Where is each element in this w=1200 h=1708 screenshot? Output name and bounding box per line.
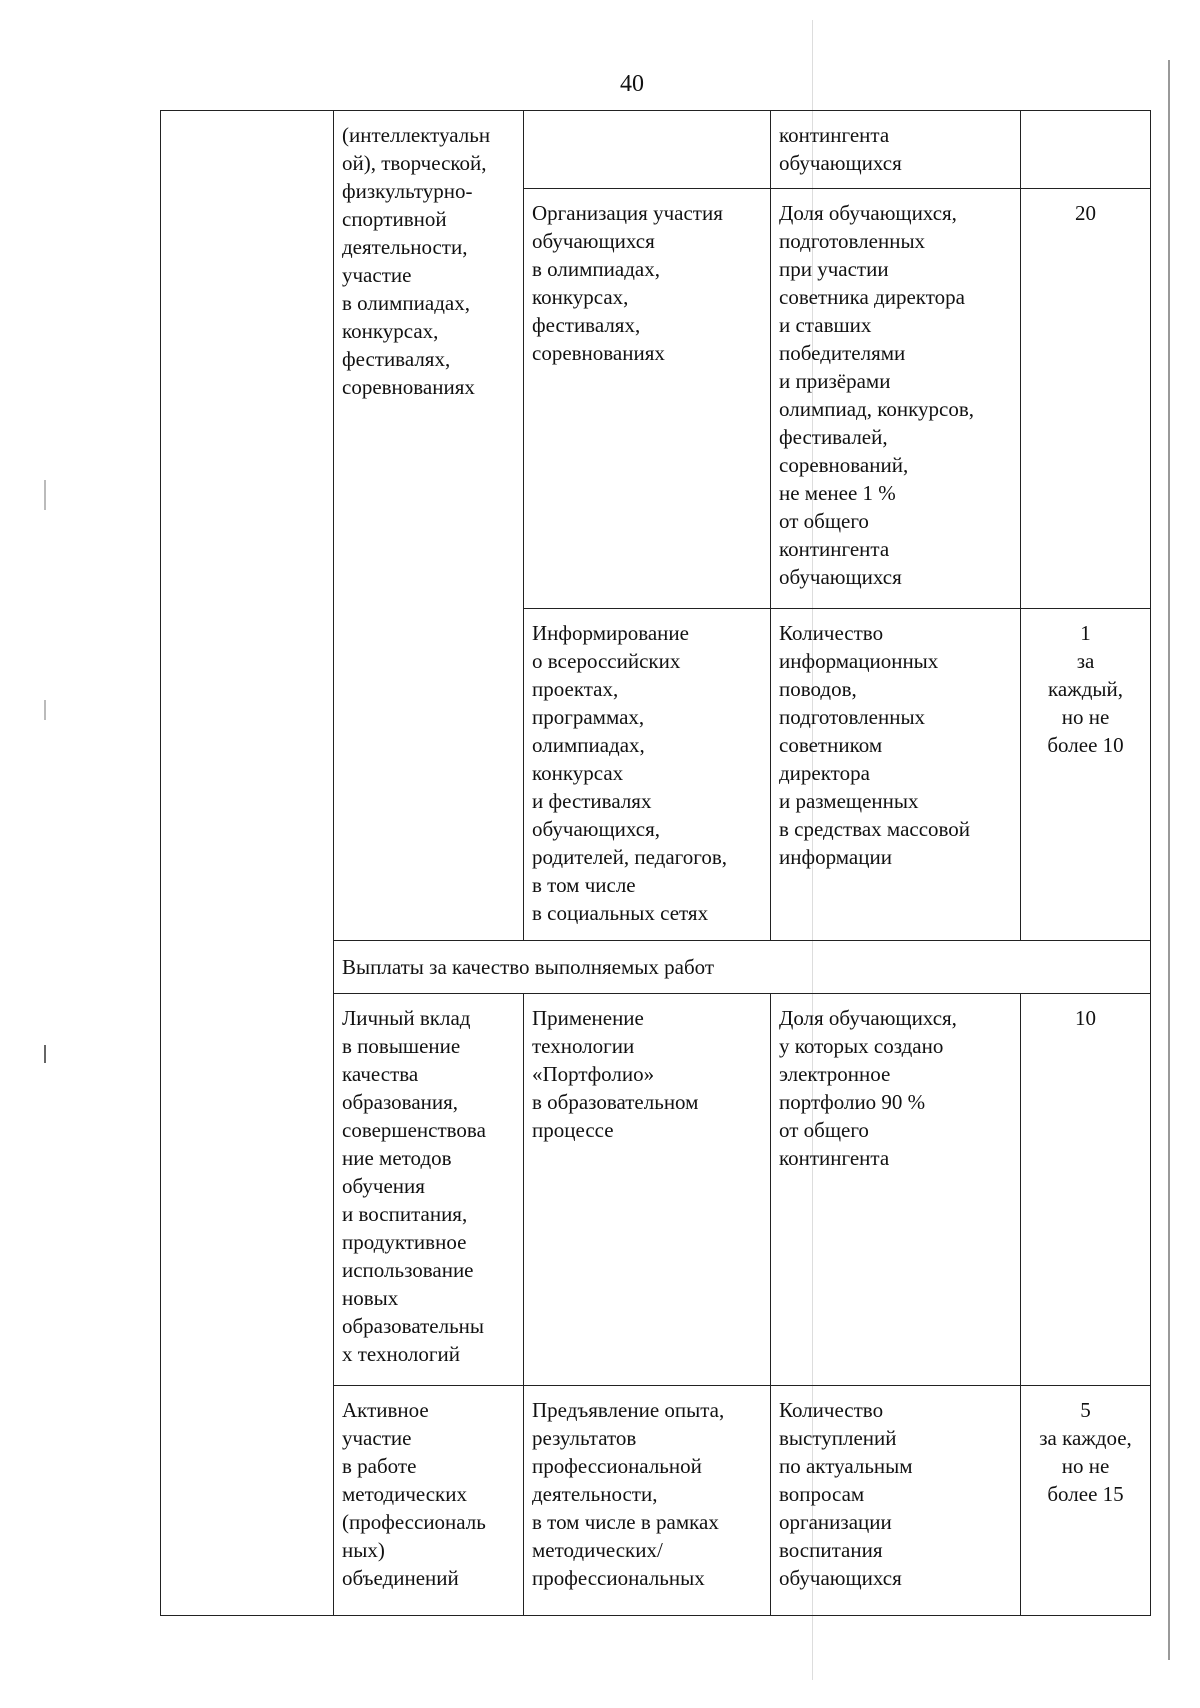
criterion-cell [334,1386,524,1616]
activity-text: Организация участия обучающихся в олимпиадах, конкурсах, фестивалях, соревнованиях [532,201,723,365]
scan-mark [44,480,46,510]
indicator-cell [771,1386,1021,1616]
points-cell [1021,189,1151,609]
scan-mark [1168,60,1170,1660]
empty-cell [524,111,771,189]
points-cell [1021,1386,1151,1616]
empty-cell [1021,111,1151,189]
scan-mark [44,1045,46,1063]
empty-cell [161,111,334,994]
indicator-text: Количество выступлений по актуальным вопросам организации воспитания обучающихся [779,1398,913,1590]
section-heading: Выплаты за качество выполняемых работ [342,955,715,979]
indicator-text: контингента обучающихся [779,123,902,175]
criterion-cell [334,994,524,1386]
indicator-text: Доля обучающихся, у которых создано электронное портфолио 90 % от общего контингента [779,1006,957,1170]
points-text: 5 за каждое, но не более 15 [1039,1398,1132,1506]
page-number: 40 [620,71,644,97]
activity-cell [524,994,771,1386]
indicator-text: Доля обучающихся, подготовленных при участии советника директора и ставших победителями и призёрами олимпиад, конкурсов, фестивалей, соревнований, не менее 1 % от общего контингента обучающихся [779,201,974,589]
criterion-text: Активное участие в работе методических (профессиональ ных) объединений [342,1398,486,1590]
points-text: 10 [1075,1006,1096,1030]
section-heading-cell [334,941,1151,994]
activity-cell [524,609,771,941]
table-row [161,111,1151,189]
indicator-cell [771,994,1021,1386]
indicator-text: Количество информационных поводов, подготовленных советником директора и размещенных в средствах массовой информации [779,621,971,869]
scan-mark [44,700,46,720]
table-row [161,994,1151,1386]
activity-cell [524,1386,771,1616]
criterion-text: (интеллектуальн ой), творческой, физкультурно- спортивной деятельности, участие в олимпиадах, конкурсах, фестивалях, соревнованиях [342,123,491,399]
activity-text: Предъявление опыта, результатов профессиональной деятельности, в том числе в рамках методических/ профессиональных [532,1398,725,1590]
indicator-cell [771,111,1021,189]
empty-cell [161,994,334,1616]
activity-text: Применение технологии «Портфолио» в образовательном процессе [532,1006,699,1142]
indicator-cell [771,609,1021,941]
activity-text: Информирование о всероссийских проектах, программах, олимпиадах, конкурсах и фестивалях обучающихся, родителей, педагогов, в том числе в социальных сетях [532,621,727,925]
points-text: 1 за каждый, но не более 10 [1047,621,1124,757]
points-cell [1021,609,1151,941]
indicator-cell [771,189,1021,609]
criterion-text: Личный вклад в повышение качества образования, совершенствова ние методов обучения и воспитания, продуктивное использование новых образовательны х технологий [342,1006,486,1366]
criteria-table [160,110,1151,1616]
activity-cell [524,189,771,609]
criterion-cell [334,111,524,941]
points-text: 20 [1075,201,1096,225]
points-cell [1021,994,1151,1386]
